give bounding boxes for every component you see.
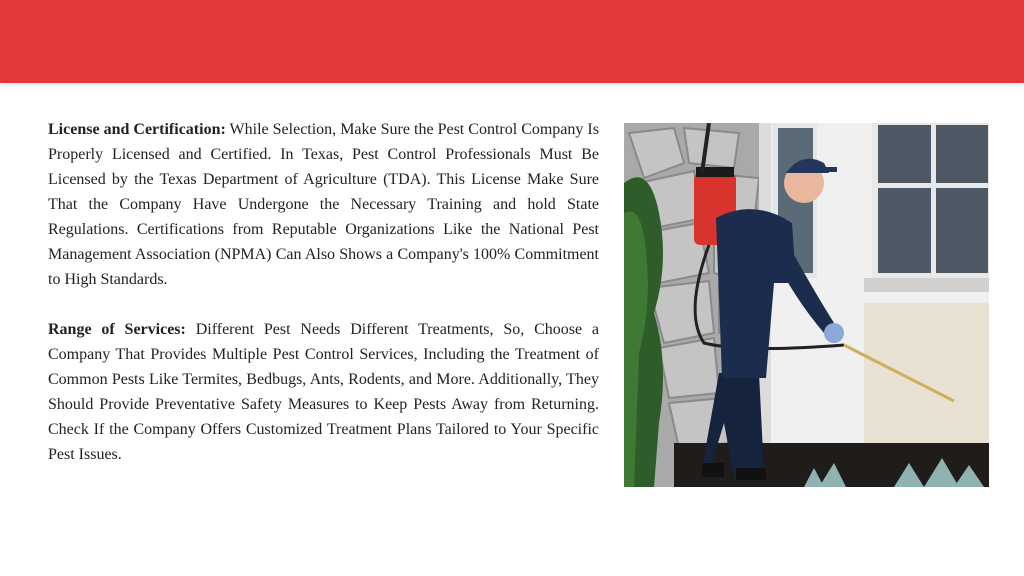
services-heading: Range of Services: xyxy=(48,321,186,338)
license-paragraph xyxy=(48,117,599,292)
content-text xyxy=(48,117,599,492)
services-body: Different Pest Needs Different Treatments, So, Choose a Company That Provides Multiple Pest Control Services, Including the Treatment of Common Pests Like Termites, Bedbugs, Ants, Rodents, and More. Additionally, They Should Provide Preventative Safety Measures to Keep Pests Away from Returning. Check If the Company Offers Customized Treatment Plans Tailored to Your Specific Pest Issues. xyxy=(48,321,600,463)
header-banner xyxy=(0,0,1024,83)
services-paragraph xyxy=(48,317,599,467)
license-body: While Selection, Make Sure the Pest Control Company Is Properly Licensed and Certified. In Texas, Pest Control Professionals Must Be Licensed by the Texas Department of Agriculture (TDA). This License Make Sure That the Company Have Undergone the Necessary Training and hold State Regulations. Certifications from Reputable Organizations Like the National Pest Management Association (NPMA) Can Also Shows a Company's 100% Commitment to High Standards. xyxy=(48,121,599,288)
license-heading: License and Certification: xyxy=(48,121,226,138)
pest-technician-photo xyxy=(624,123,989,487)
